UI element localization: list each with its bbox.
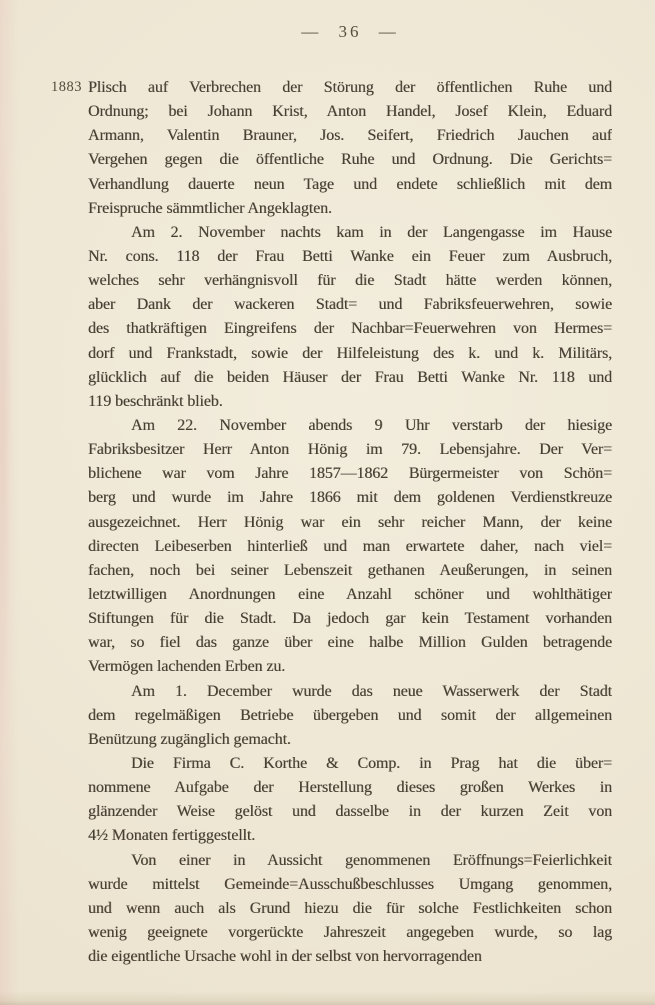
text-line: nommene Aufgabe der Herstellung dieses großen Werkes in — [88, 779, 612, 797]
text-line: Verhandlung dauerte neun Tage und endete schließlich mit dem — [88, 175, 612, 193]
text-line: Vermögen lachenden Erben zu. — [88, 658, 286, 676]
text-line: Fabriksbesitzer Herr Anton Hönig im 79. Lebensjahre. Der Ver= — [88, 441, 612, 459]
text-line: Nr. cons. 118 der Frau Betti Wanke ein Feuer zum Ausbruch, — [88, 247, 612, 265]
text-line: Ordnung; bei Johann Krist, Anton Handel, Josef Klein, Eduard — [88, 103, 612, 121]
text-line: welches sehr verhängnisvoll für die Stadt hätte werden können, — [88, 272, 612, 290]
text-line: dem regelmäßigen Betriebe übergeben und somit der allgemeinen — [88, 706, 612, 724]
text-line: Benützung zugänglich gemacht. — [88, 730, 291, 748]
text-line: dorf und Frankstadt, sowie der Hilfeleistung des k. und k. Militärs, — [88, 344, 612, 362]
text-line: und wenn auch als Grund hiezu die für solche Festlichkeiten schon — [88, 899, 612, 917]
text-line: berg und wurde im Jahre 1866 mit dem goldenen Verdienstkreuze — [88, 489, 612, 507]
text-line: wenig geeignete vorgerückte Jahreszeit angegeben wurde, so lag — [88, 923, 612, 941]
text-line: war, so fiel das ganze über eine halbe Million Gulden betragende — [88, 634, 612, 652]
text-line: glänzender Weise gelöst und dasselbe in der kurzen Zeit von — [88, 803, 612, 821]
text-line: des thatkräftigen Eingreifens der Nachbar=Feuerwehren von Hermes= — [88, 320, 612, 338]
text-line: glücklich auf die beiden Häuser der Frau Betti Wanke Nr. 118 und — [88, 368, 612, 386]
text-line: Stiftungen für die Stadt. Da jedoch gar kein Testament vorhanden — [88, 610, 612, 628]
text-line: Armann, Valentin Brauner, Jos. Seifert, Friedrich Jauchen auf — [88, 127, 612, 145]
text-line: letztwilligen Anordnungen eine Anzahl schöner und wohlthätiger — [88, 585, 612, 603]
text-block — [88, 76, 612, 969]
text-line: blichene war vom Jahre 1857—1862 Bürgermeister von Schön= — [88, 465, 612, 483]
text-line: Plisch auf Verbrechen der Störung der öffentlichen Ruhe und — [88, 79, 612, 96]
text-line: wurde mittelst Gemeinde=Ausschußbeschlusses Umgang genommen, — [88, 875, 612, 893]
text-line: aber Dank der wackeren Stadt= und Fabriksfeuerwehren, sowie — [88, 296, 612, 314]
margin-year: 1883 — [51, 79, 82, 95]
text-line: die eigentliche Ursache wohl in der selbst von hervorragenden — [88, 948, 482, 966]
text-line: ausgezeichnet. Herr Hönig war ein sehr reicher Mann, der keine — [88, 513, 612, 531]
text-line: directen Leibeserben hinterließ und man erwartete daher, nach viel= — [88, 537, 612, 555]
text-line: Am 22. November abends 9 Uhr verstarb der hiesige — [131, 416, 612, 434]
text-line: Freispruche sämmtlicher Angeklagten. — [88, 199, 332, 217]
text-line: Die Firma C. Korthe & Comp. in Prag hat die über= — [131, 754, 612, 772]
text-line: Am 1. December wurde das neue Wasserwerk der Stadt — [131, 682, 612, 700]
text-line: Am 2. November nachts kam in der Langengasse im Hause — [131, 223, 612, 241]
page-number: — 36 — — [301, 22, 399, 41]
text-line: 4½ Monaten fertiggestellt. — [88, 827, 256, 845]
text-line: Vergehen gegen die öffentliche Ruhe und Ordnung. Die Gerichts= — [88, 151, 612, 169]
text-line: Von einer in Aussicht genommenen Eröffnungs=Feierlichkeit — [131, 851, 612, 869]
text-line: fachen, noch bei seiner Lebenszeit gethanen Aeußerungen, in seinen — [88, 561, 612, 579]
text-line: 119 beschränkt blieb. — [88, 392, 223, 410]
